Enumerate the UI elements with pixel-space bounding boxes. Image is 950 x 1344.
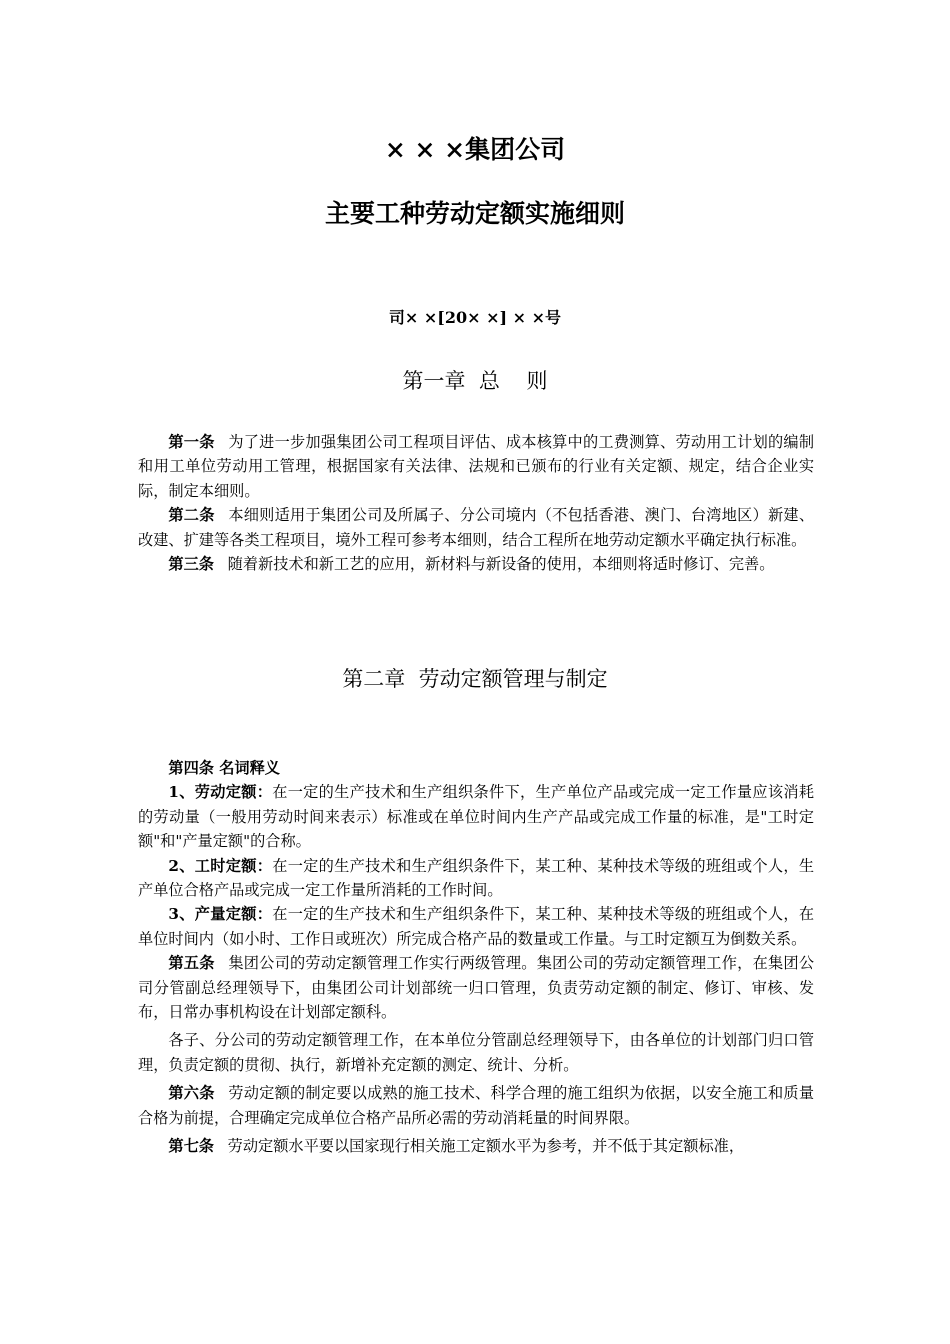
definition-2 xyxy=(138,854,814,903)
article-1 xyxy=(138,430,814,503)
article-2 xyxy=(138,503,814,552)
definition-1-lead: 1、劳动定额： xyxy=(168,783,273,802)
article-1-text: 为了进一步加强集团公司工程项目评估、成本核算中的工费测算、劳动用工计划的编制和用工单位劳动用工管理，根据国家有关法律、法规和已颁布的行业有关定额、规定，结合企业实际，制定本细则。 xyxy=(138,433,815,500)
article-6 xyxy=(138,1081,814,1130)
article-7 xyxy=(138,1134,814,1158)
chapter-1-body xyxy=(138,430,814,576)
definition-3-lead: 3、产量定额： xyxy=(168,905,273,924)
article-5-text: 集团公司的劳动定额管理工作实行两级管理。集团公司的劳动定额管理工作，在集团公司分管副总经理领导下，由集团公司计划部统一归口管理，负责劳动定额的制定、修订、审核、发布，日常办事机构设在计划部定额科。 xyxy=(138,954,815,1022)
chapter-2-body xyxy=(138,756,814,1159)
definition-1 xyxy=(138,780,814,853)
article-2-lead: 第二条 xyxy=(168,506,215,525)
article-1-lead: 第一条 xyxy=(168,433,215,451)
article-2-text: 本细则适用于集团公司及所属子、分公司境内（不包括香港、澳门、台湾地区）新建、改建、扩建等各类工程项目，境外工程可参考本细则，结合工程所在地劳动定额水平确定执行标准。 xyxy=(138,506,815,549)
article-3 xyxy=(138,552,814,576)
article-6-text: 劳动定额的制定要以成熟的施工技术、科学合理的施工组织为依据，以安全施工和质量合格为前提，合理确定完成单位合格产品所必需的劳动消耗量的时间界限。 xyxy=(138,1084,815,1127)
article-7-lead: 第七条 xyxy=(168,1137,214,1156)
definition-3 xyxy=(138,902,814,951)
company-title: × × ×集团公司 xyxy=(384,135,566,164)
definition-2-lead: 2、工时定额： xyxy=(168,856,273,875)
definition-2-text: 在一定的生产技术和生产组织条件下，某工种、某种技术等级的班组或个人，生产单位合格产品或完成一定工作量所消耗的工作时间。 xyxy=(138,856,815,900)
document-number: 司× ×[20× ×] × ×号 xyxy=(388,308,562,327)
document-title: 主要工种劳动定额实施细则 xyxy=(324,199,625,228)
article-7-text: 劳动定额水平要以国家现行相关施工定额水平为参考，并不低于其定额标准， xyxy=(227,1137,744,1156)
article-5-paragraph-2: 各子、分公司的劳动定额管理工作，在本单位分管副总经理领导下，由各单位的计划部门归口管理，负责定额的贯彻、执行，新增补充定额的测定、统计、分析。 xyxy=(138,1031,814,1074)
definition-3-text: 在一定的生产技术和生产组织条件下，某工种、某种技术等级的班组或个人，在单位时间内（如小时、工作日或班次）所完成合格产品的数量或工作量。与工时定额互为倒数关系。 xyxy=(138,905,815,948)
article-6-lead: 第六条 xyxy=(168,1084,215,1103)
definition-1-text: 在一定的生产技术和生产组织条件下，生产单位产品或完成一定工作量应该消耗的劳动量（一般用劳动时间来表示）标准或在单位时间内生产产品或完成工作量的标准，是"工时定额"和"产量定额"的合称。 xyxy=(138,783,815,851)
article-3-text: 随着新技术和新工艺的应用，新材料与新设备的使用，本细则将适时修订、完善。 xyxy=(227,555,775,574)
article-3-lead: 第三条 xyxy=(168,555,214,574)
chapter-1-heading: 第一章 总 则 xyxy=(402,369,548,393)
article-5-lead: 第五条 xyxy=(168,954,215,973)
article-4-heading: 第四条 名词释义 xyxy=(168,759,280,777)
chapter-2-heading: 第二章 劳动定额管理与制定 xyxy=(342,667,608,691)
article-5 xyxy=(138,951,814,1024)
